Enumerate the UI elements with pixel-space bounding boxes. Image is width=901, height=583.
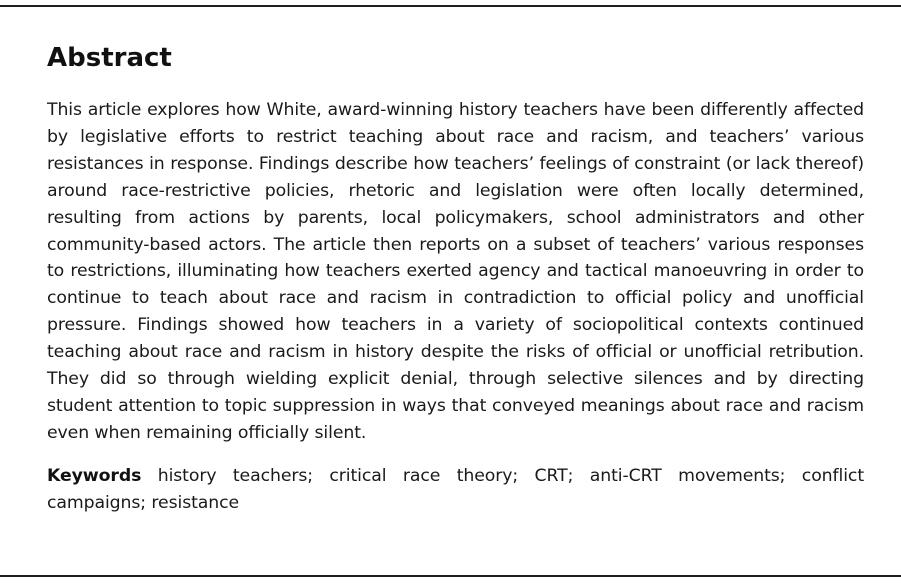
keywords-label: Keywords — [47, 465, 142, 486]
top-rule — [0, 5, 901, 7]
abstract-body: This article explores how White, award-winning history teachers have been differently affected by legislative efforts to restrict teaching about race and racism, and teachers’ various resistances in response. Findings describe how teachers’ feelings of constraint (or lack thereof) around race-restrictive policies, rhetoric and legislation were often locally determined, resulting from actions by parents, local policymakers, school administrators and other community-based actors. The article then reports on a subset of teachers’ various responses to restrictions, illuminating how teachers exerted agency and tactical manoeuvring in order to continue to teach about race and racism in contradiction to official policy and unofficial pressure. Findings showed how teachers in a variety of sociopolitical contexts continued teaching about race and racism in history despite the risks of official or unofficial retribution. They did so through wielding explicit denial, through selective silences and by directing student attention to topic suppression in ways that conveyed meanings about race and racism even when remaining officially silent. — [47, 100, 864, 443]
bottom-rule — [0, 575, 901, 577]
keywords-list: history teachers; critical race theory; CRT; anti-CRT movements; conflict campaigns; resistance — [47, 465, 864, 513]
abstract-heading: Abstract — [47, 43, 172, 73]
keywords-paragraph — [47, 463, 864, 517]
abstract-section — [47, 41, 864, 517]
